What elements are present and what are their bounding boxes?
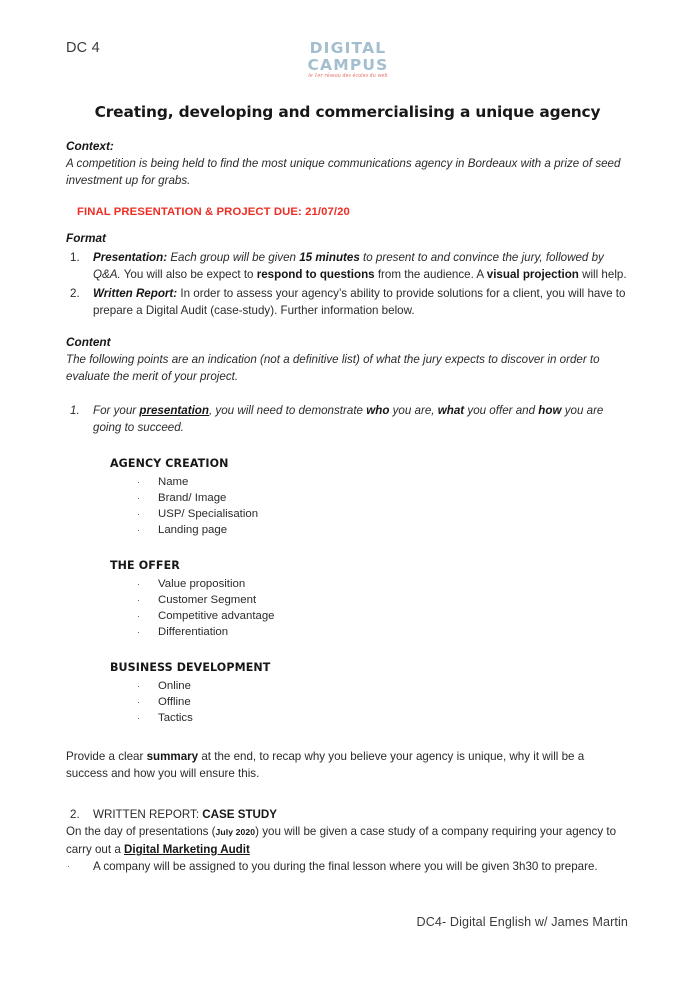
list-item-label: Name <box>158 476 189 488</box>
list-item-label: USP/ Specialisation <box>158 508 259 520</box>
written-report-bullet <box>66 858 628 875</box>
content-item-text: , you will need to demonstrate <box>208 404 367 417</box>
written-report-heading-item <box>66 806 628 823</box>
written-report-audit-link: Digital Marketing Audit <box>124 843 250 856</box>
written-report-paragraph <box>66 823 628 858</box>
content-heading: Content <box>66 335 111 349</box>
summary-text: Provide a clear <box>66 750 147 763</box>
format-item-text: You will also be expect to <box>120 268 257 281</box>
bullet-dot-icon: · <box>137 579 140 589</box>
context-heading: Context: <box>66 139 114 153</box>
format-item-number: 1. <box>70 251 80 264</box>
summary-paragraph <box>66 748 628 782</box>
list-item <box>110 678 628 694</box>
written-report-case-study: CASE STUDY <box>202 808 278 821</box>
list-item <box>110 710 628 726</box>
format-item-text: to present to and convince the jury, followed by Q&A. <box>93 251 604 281</box>
format-item-emphasis: respond to questions <box>256 268 375 281</box>
list-item <box>110 608 628 624</box>
list-item-label: Offline <box>158 696 191 708</box>
group-bullet-list <box>110 576 628 640</box>
format-item-emphasis: 15 minutes <box>299 251 360 264</box>
format-list-item <box>66 285 628 319</box>
written-report-text: On the day of presentations ( <box>66 825 216 838</box>
format-heading: Format <box>66 231 106 245</box>
content-item-text: you are going to succeed. <box>93 404 604 434</box>
content-list <box>66 402 628 436</box>
list-item-label: Online <box>158 680 191 692</box>
group-agency-creation <box>110 455 628 538</box>
deadline-notice: FINAL PRESENTATION & PROJECT DUE: 21/07/20 <box>77 206 350 218</box>
content-item-text: you are, <box>389 404 438 417</box>
document-code: DC 4 <box>66 40 100 56</box>
list-item-label: Brand/ Image <box>158 492 227 504</box>
content-intro: The following points are an indication (not a definitive list) of what the jury expects to discover in order to evaluate the merit of your project. <box>66 353 600 383</box>
logo-tagline: le 1er réseau des écoles du web <box>308 73 388 80</box>
digital-campus-logo <box>300 41 396 80</box>
format-item-number: 2. <box>70 287 80 300</box>
bullet-dot-icon: · <box>137 477 140 487</box>
group-title: AGENCY CREATION <box>110 457 229 470</box>
content-item-emphasis: who <box>366 404 390 417</box>
group-bullet-list <box>110 678 628 726</box>
list-item-label: Competitive advantage <box>158 610 275 622</box>
list-item-label: Customer Segment <box>158 594 257 606</box>
content-item-emphasis: what <box>437 404 465 417</box>
format-list <box>66 249 628 319</box>
group-the-offer <box>110 557 628 640</box>
format-list-item <box>66 249 628 283</box>
group-title: THE OFFER <box>110 559 180 572</box>
format-item-lead: Presentation: <box>93 251 168 264</box>
document-footer: DC4- Digital English w/ James Martin <box>416 915 628 929</box>
document-header <box>0 40 695 86</box>
logo-line-digital: DIGITAL <box>309 39 387 57</box>
bullet-dot-icon: · <box>137 611 140 621</box>
list-item-label: Differentiation <box>158 626 229 638</box>
format-item-text: Each group will be given <box>167 251 300 264</box>
list-item <box>110 522 628 538</box>
list-item <box>110 624 628 640</box>
bullet-dot-icon: · <box>137 681 140 691</box>
content-groups <box>110 455 628 726</box>
list-item <box>110 694 628 710</box>
bullet-dot-icon: · <box>137 627 140 637</box>
written-report-bullet-text: A company will be assigned to you during the final lesson where you will be given 3h30 to prepare. <box>93 860 598 873</box>
content-item-underlined: presentation <box>139 404 209 417</box>
list-item <box>110 490 628 506</box>
summary-emphasis: summary <box>146 750 199 763</box>
format-item-lead: Written Report: <box>93 287 178 300</box>
written-report-list <box>66 806 628 823</box>
format-item-emphasis: visual projection <box>486 268 579 281</box>
written-report-label: WRITTEN REPORT: <box>93 808 203 821</box>
list-item-label: Landing page <box>158 524 228 536</box>
written-report-date: July 2020 <box>215 827 256 837</box>
content-item-text: you offer and <box>464 404 539 417</box>
document-body <box>66 138 628 875</box>
bullet-dot-icon: · <box>67 861 70 871</box>
bullet-dot-icon: · <box>137 525 140 535</box>
bullet-dot-icon: · <box>137 697 140 707</box>
format-item-text: In order to assess your agency’s ability to provide solutions for a client, you will have to prepare a Digital Audit (case-study). Further information below. <box>93 287 626 317</box>
written-report-number: 2. <box>70 808 80 821</box>
list-item <box>110 474 628 490</box>
format-item-text: will help. <box>578 268 627 281</box>
logo-line-campus: CAMPUS <box>307 55 389 74</box>
list-item-label: Value proposition <box>158 578 246 590</box>
list-item <box>110 576 628 592</box>
bullet-dot-icon: · <box>137 493 140 503</box>
content-item-text: For your <box>93 404 140 417</box>
group-business-development <box>110 659 628 726</box>
list-item <box>110 506 628 522</box>
content-item-emphasis: how <box>538 404 562 417</box>
context-paragraph: A competition is being held to find the most unique communications agency in Bordeaux with a prize of seed investment up for grabs. <box>66 157 621 187</box>
group-bullet-list <box>110 474 628 538</box>
content-item-number: 1. <box>70 404 80 417</box>
summary-text: at the end, to recap why you believe your agency is unique, why it will be a success and how you will ensure this. <box>66 750 585 780</box>
bullet-dot-icon: · <box>137 509 140 519</box>
format-item-text: from the audience. A <box>374 268 487 281</box>
bullet-dot-icon: · <box>137 713 140 723</box>
group-title: BUSINESS DEVELOPMENT <box>110 661 271 674</box>
content-list-item <box>66 402 628 436</box>
list-item <box>110 592 628 608</box>
list-item-label: Tactics <box>158 712 193 724</box>
page-title: Creating, developing and commercialising a unique agency <box>94 103 601 121</box>
bullet-dot-icon: · <box>137 595 140 605</box>
written-report-text: ) you will be given a case study of a company requiring your agency to carry out a <box>66 825 617 856</box>
